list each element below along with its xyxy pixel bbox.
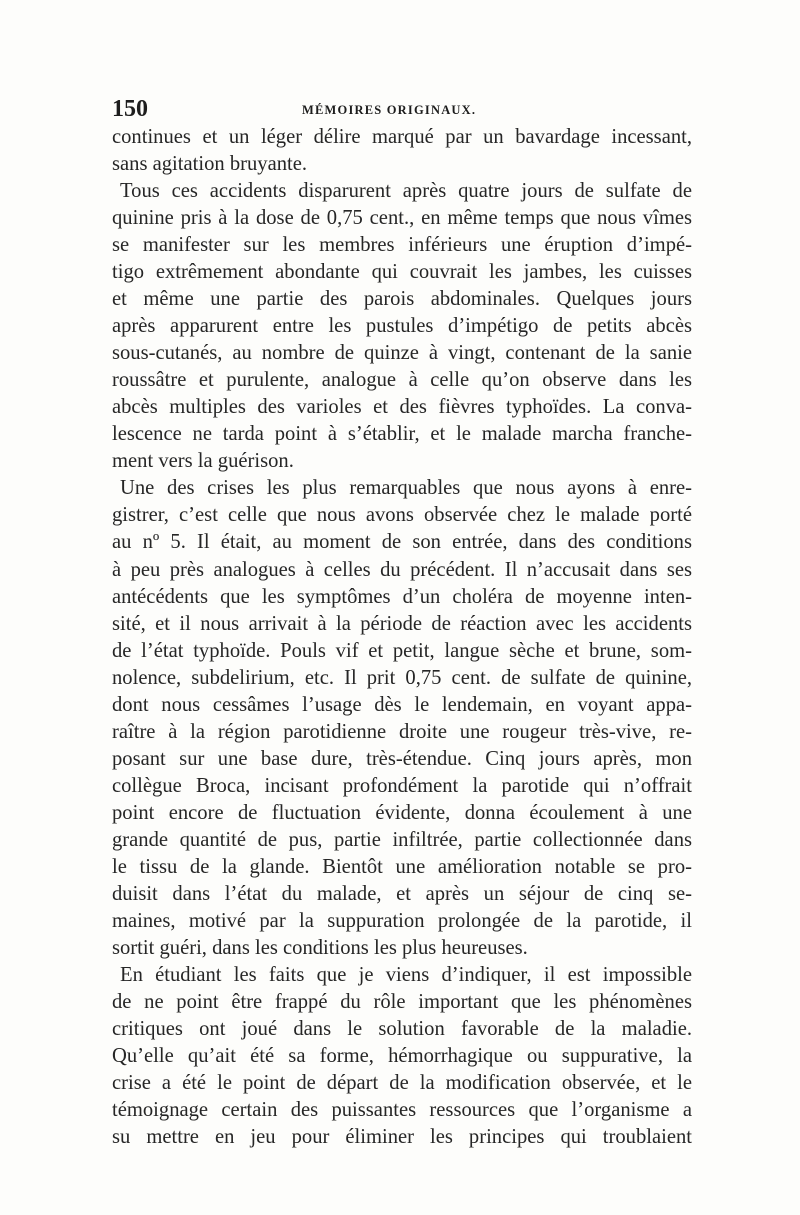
page-header bbox=[112, 96, 694, 126]
text-line: point encore de fluctuation évidente, donna écoulement à une bbox=[112, 801, 692, 824]
text-line: En étudiant les faits que je viens d’indiquer, il est impossible bbox=[120, 963, 692, 986]
text-line: se manifester sur les membres inférieurs une éruption d’impé- bbox=[112, 234, 692, 257]
text-line: lescence ne tarda point à s’établir, et le malade marcha franche- bbox=[112, 423, 692, 446]
text-line: antécédents que les symptômes d’un choléra de moyenne inten- bbox=[112, 585, 692, 608]
text-line: sous-cutanés, au nombre de quinze à vingt, contenant de la sanie bbox=[112, 342, 692, 365]
text-line: su mettre en jeu pour éliminer les principes qui troublaient bbox=[112, 1126, 692, 1149]
text-line: posant sur une base dure, très-étendue. Cinq jours après, mon bbox=[112, 747, 692, 770]
text-line: Tous ces accidents disparurent après quatre jours de sulfate de bbox=[120, 180, 692, 203]
text-line: Qu’elle qu’ait été sa forme, hémorrhagique ou suppurative, la bbox=[112, 1045, 692, 1068]
text-line: continues et un léger délire marqué par un bavardage incessant, bbox=[112, 126, 692, 148]
text-line: collègue Broca, incisant profondément la parotide qui n’offrait bbox=[112, 774, 692, 797]
text-line: dont nous cessâmes l’usage dès le lendemain, en voyant appa- bbox=[112, 693, 692, 716]
text-line: témoignage certain des puissantes ressources que l’organisme a bbox=[112, 1099, 692, 1122]
text-line: de ne point être frappé du rôle important que les phénomènes bbox=[112, 991, 692, 1013]
text-line: raître à la région parotidienne droite une rougeur très-vive, re- bbox=[112, 720, 692, 743]
text-line: tigo extrêmement abondante qui couvrait les jambes, les cuisses bbox=[112, 261, 692, 284]
text-line: à peu près analogues à celles du précédent. Il n’accusait dans ses bbox=[112, 558, 692, 581]
text-line: de l’état typhoïde. Pouls vif et petit, langue sèche et brune, som- bbox=[112, 639, 692, 662]
text-line: maines, motivé par la suppuration prolongée de la parotide, il bbox=[112, 909, 692, 932]
text-line: duisit dans l’état du malade, et après un séjour de cinq se- bbox=[112, 882, 692, 905]
text-line: quinine pris à la dose de 0,75 cent., en même temps que nous vîmes bbox=[112, 207, 692, 230]
page-number: 150 bbox=[112, 96, 148, 122]
text-line: au nº 5. Il était, au moment de son entrée, dans des conditions bbox=[112, 531, 692, 554]
running-head: MÉMOIRES ORIGINAUX. bbox=[302, 103, 477, 117]
text-line: Une des crises les plus remarquables que nous ayons à enre- bbox=[120, 477, 692, 500]
body-text bbox=[112, 124, 692, 1151]
text-line: ment vers la guérison. bbox=[112, 450, 294, 473]
text-line: après apparurent entre les pustules d’impétigo de petits abcès bbox=[112, 315, 692, 338]
text-line: critiques ont joué dans le solution favorable de la maladie. bbox=[112, 1018, 692, 1041]
text-line: roussâtre et purulente, analogue à celle qu’on observe dans les bbox=[112, 369, 692, 392]
text-line: sortit guéri, dans les conditions les plus heureuses. bbox=[112, 936, 528, 959]
text-line: sans agitation bruyante. bbox=[112, 153, 308, 176]
text-line: le tissu de la glande. Bientôt une amélioration notable se pro- bbox=[112, 855, 692, 878]
text-line: abcès multiples des varioles et des fièvres typhoïdes. La conva- bbox=[112, 396, 692, 419]
text-line: crise a été le point de départ de la modification observée, et le bbox=[112, 1072, 692, 1095]
text-line: sité, et il nous arrivait à la période de réaction avec les accidents bbox=[112, 612, 692, 635]
text-line: et même une partie des parois abdominales. Quelques jours bbox=[112, 288, 692, 311]
text-line: gistrer, c’est celle que nous avons observée chez le malade porté bbox=[112, 504, 692, 527]
text-line: grande quantité de pus, partie infiltrée, partie collectionnée dans bbox=[112, 828, 692, 851]
text-line: nolence, subdelirium, etc. Il prit 0,75 cent. de sulfate de quinine, bbox=[112, 666, 692, 689]
